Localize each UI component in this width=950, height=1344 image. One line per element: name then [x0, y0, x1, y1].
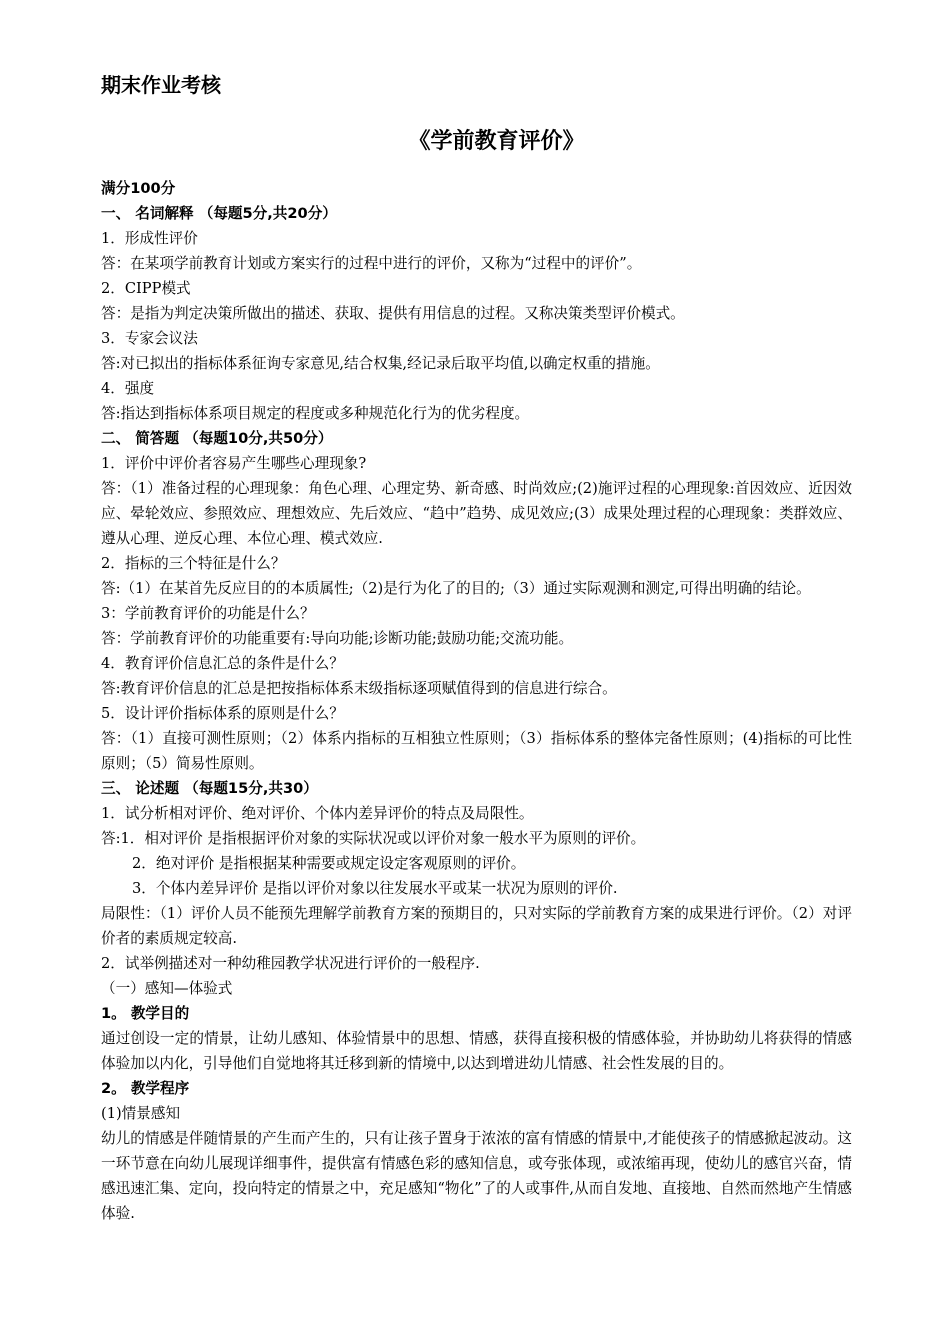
question: 2．指标的三个特征是什么？ — [101, 555, 286, 572]
question: 2．CIPP模式 — [101, 280, 191, 297]
question: 2．试举例描述对一种幼稚园教学状况进行评价的一般程序. — [101, 955, 480, 972]
answer: 答：是指为判定决策所做出的描述、获取、提供有用信息的过程。又称决策类型评价模式。 — [101, 305, 685, 322]
question: 5．设计评价指标体系的原则是什么？ — [101, 705, 344, 722]
question: 1．试分析相对评价、绝对评价、个体内差异评价的特点及局限性。 — [101, 805, 534, 822]
answer: 答：学前教育评价的功能重要有:导向功能;诊断功能;鼓励功能;交流功能。 — [101, 630, 574, 647]
answer: 答：（1）准备过程的心理现象：角色心理、心理定势、新奇感、时尚效应;(2)施评过程的心理现象:首因效应、近因效应、晕轮效应、参照效应、理想效应、先后效应、“趋中”趋势、成见效应;(3）成果处理过程的心理现象：类群效应、遵从心理、逆反心理、本位心理、模式效应. — [101, 480, 852, 547]
question: 3：学前教育评价的功能是什么？ — [101, 605, 315, 622]
answer-continuation: 3．个体内差异评价 是指以评价对象以往发展水平或某一状况为原则的评价. — [132, 880, 618, 897]
answer-continuation: 2．绝对评价 是指根据某种需要或规定设定客观原则的评价。 — [132, 855, 526, 872]
procedure-text: 幼儿的情感是伴随情景的产生而产生的，只有让孩子置身于浓浓的富有情感的情景中,才能使孩子的情感掀起波动。这一环节意在向幼儿展现详细事件，提供富有情感色彩的感知信息，或夸张体现，或浓缩再现，使幼儿的感官兴奋，情感迅速汇集、定向，投向特定的情景之中，充足感知“物化”了的人或事件,从而自发地、直接地、自然而然地产生情感体验. — [101, 1130, 852, 1222]
section1-heading: 一、 名词解释 （每题5分,共20分） — [101, 205, 337, 222]
answer: 答:教育评价信息的汇总是把按指标体系末级指标逐项赋值得到的信息进行综合。 — [101, 680, 617, 697]
goal-heading: 1。 教学目的 — [101, 1005, 190, 1022]
answer: 答：（1）直接可测性原则；（2）体系内指标的互相独立性原则；（3）指标体系的整体完备性原则；(4)指标的可比性原则；（5）简易性原则。 — [101, 730, 852, 772]
subsection-heading: （一）感知—体验式 — [101, 980, 233, 997]
header: 期末作业考核 — [101, 73, 221, 97]
page-title: 《学前教育评价》 — [408, 129, 585, 154]
question: 4．教育评价信息汇总的条件是什么？ — [101, 655, 344, 672]
answer: 答:指达到指标体系项目规定的程度或多种规范化行为的优劣程度。 — [101, 405, 530, 422]
answer: 答：在某项学前教育计划或方案实行的过程中进行的评价，又称为“过程中的评价”。 — [101, 255, 642, 272]
answer: 答:对已拟出的指标体系征询专家意见,结合权集,经记录后取平均值,以确定权重的措施。 — [101, 355, 660, 372]
question: 4．强度 — [101, 380, 155, 397]
section2-heading: 二、 简答题 （每题10分,共50分） — [101, 430, 333, 447]
answer: 答:（1）在某首先反应目的的本质属性;（2)是行为化了的目的;（3）通过实际观测和测定,可得出明确的结论。 — [101, 580, 811, 597]
goal-text: 通过创设一定的情景，让幼儿感知、体验情景中的思想、情感，获得直接积极的情感体验，并协助幼儿将获得的情感体验加以内化，引导他们自觉地将其迁移到新的情境中,以达到增进幼儿情感、社会性发展的目的。 — [101, 1030, 852, 1072]
full-score: 满分100分 — [101, 180, 176, 197]
answer: 答:1．相对评价 是指根据评价对象的实际状况或以评价对象一般水平为原则的评价。 — [101, 830, 646, 847]
section3-heading: 三、 论述题 （每题15分,共30） — [101, 780, 318, 797]
procedure-subheading: (1)情景感知 — [101, 1105, 181, 1122]
question: 3．专家会议法 — [101, 330, 198, 347]
limitations-text: 局限性：（1）评价人员不能预先理解学前教育方案的预期目的，只对实际的学前教育方案的成果进行评价。（2）对评价者的素质规定较高. — [101, 905, 852, 947]
question: 1．形成性评价 — [101, 230, 198, 247]
procedure-heading: 2。 教学程序 — [101, 1080, 190, 1097]
question: 1．评价中评价者容易产生哪些心理现象? — [101, 455, 367, 472]
